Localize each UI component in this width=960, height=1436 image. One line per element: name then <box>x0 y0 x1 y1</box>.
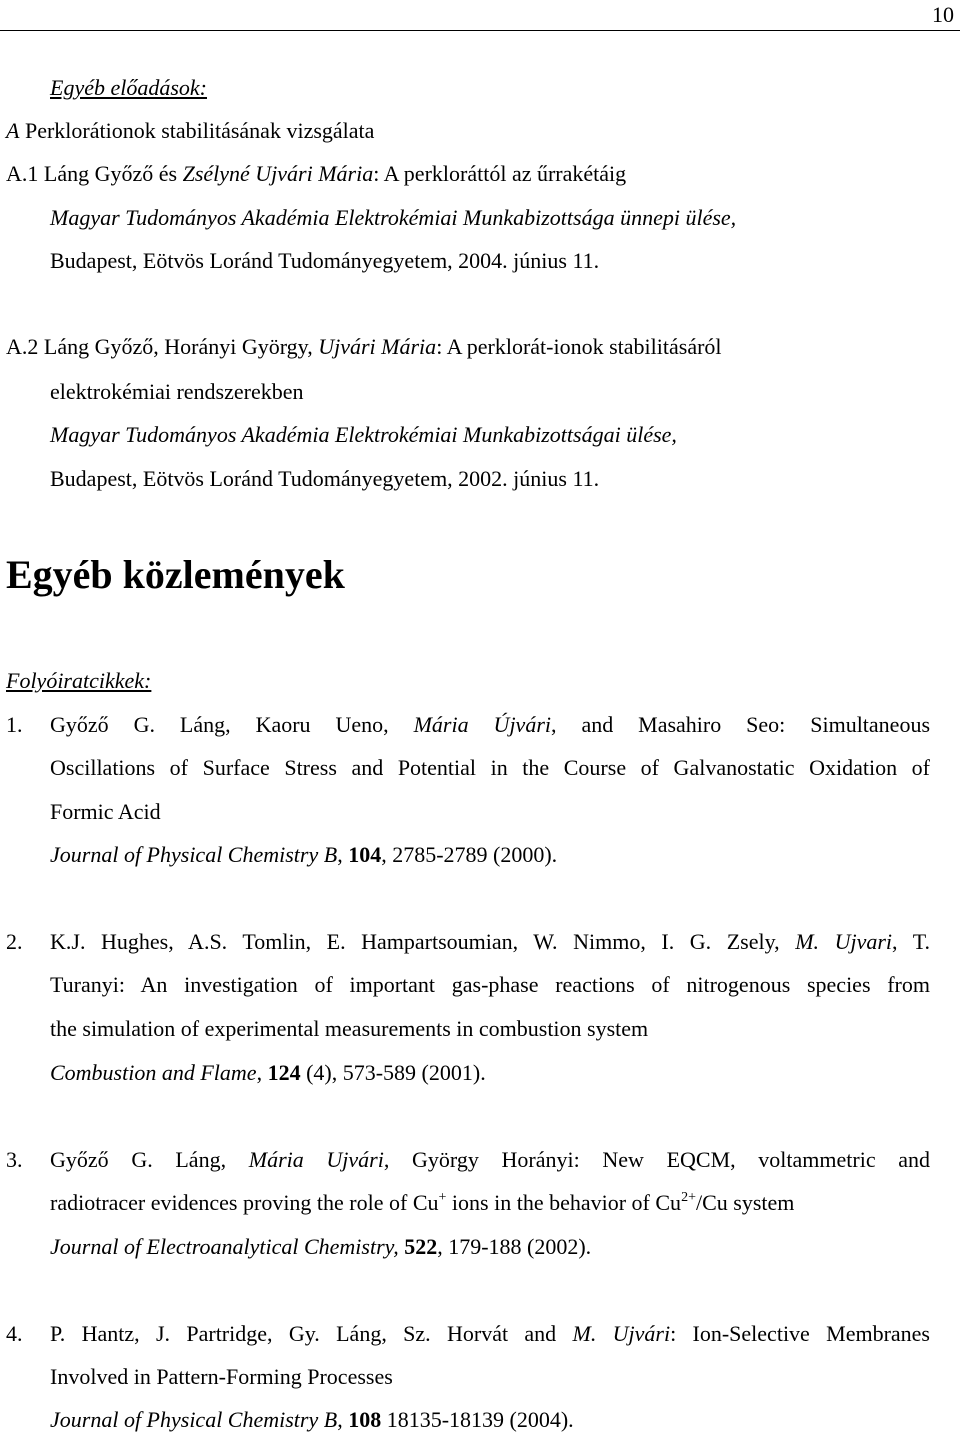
publication-number: 2. <box>6 929 23 954</box>
title-start: , and Masahiro Seo: Simultaneous <box>551 712 931 737</box>
journal-pages: 18135-18139 (2004). <box>381 1407 574 1432</box>
journal-name: Journal of Physical Chemistry B <box>50 1407 338 1432</box>
publication-line: Oscillations of Surface Stress and Potential in the Course of Galvanostatic Oxidation of <box>50 755 930 780</box>
journal-volume: 104 <box>348 842 382 867</box>
publication-number: 1. <box>6 712 23 737</box>
publication-number: 4. <box>6 1321 23 1346</box>
authors: Győző G. Láng, Kaoru Ueno, <box>50 712 389 737</box>
publication-line: Formic Acid <box>50 799 161 824</box>
talk-place: Budapest, Eötvös Loránd Tudományegyetem, 2004. június 11. <box>50 248 600 273</box>
page-number: 10 <box>932 2 954 27</box>
talk-label: A.1 <box>6 161 39 186</box>
authors: K.J. Hughes, A.S. Tomlin, E. Hampartsoumian, W. Nimmo, I. G. Zsely, <box>50 929 780 954</box>
publication-citation: Journal of Physical Chemistry B, 108 18135-18139 (2004). <box>50 1407 574 1432</box>
section-heading: Egyéb közlemények <box>6 552 345 597</box>
publication-line <box>50 1190 930 1216</box>
publication-number: 3. <box>6 1147 23 1172</box>
publication-citation: Journal of Physical Chemistry B, 104, 2785-2789 (2000). <box>50 842 558 867</box>
title-part: /Cu system <box>695 1190 795 1215</box>
title-start: , György Horányi: New EQCM, voltammetric and <box>383 1147 931 1172</box>
journal-pages: , 179-188 (2002). <box>437 1234 592 1259</box>
talk-line <box>6 161 930 187</box>
talk-line <box>6 334 930 360</box>
title-part: ions in the behavior of Cu <box>446 1190 682 1215</box>
talk-title: : A perkloráttól az űrrakétáig <box>373 161 627 186</box>
subheading-prefix: A <box>6 118 20 143</box>
publication-line <box>50 1147 930 1173</box>
publication-line <box>50 1321 930 1347</box>
journal-name: Journal of Physical Chemistry B <box>50 842 338 867</box>
author-italic: Mária Ujvári <box>248 1147 384 1172</box>
talk-venue: Magyar Tudományos Akadémia Elektrokémiai Munkabizottsága ünnepi ülése, <box>50 205 737 230</box>
journal-name: Combustion and Flame <box>50 1060 257 1085</box>
publication-citation <box>50 1234 930 1260</box>
publication-line: Turanyi: An investigation of important gas-phase reactions of nitrogenous species from <box>50 972 930 997</box>
talk-title-line2: elektrokémiai rendszerekben <box>50 379 304 404</box>
publication-line <box>50 712 930 738</box>
superscript: + <box>438 1190 447 1205</box>
journal-pages: , 2785-2789 (2000). <box>381 842 558 867</box>
publication-line: the simulation of experimental measurements in combustion system <box>50 1016 649 1041</box>
journal-pages: (4), 573-589 (2001). <box>300 1060 486 1085</box>
header-divider <box>0 30 960 31</box>
publication-line <box>50 929 930 955</box>
title-part: radiotracer evidences proving the role of Cu <box>50 1190 439 1215</box>
subheading-title: Perklorátionok stabilitásának vizsgálata <box>24 118 375 143</box>
talk-place: Budapest, Eötvös Loránd Tudományegyetem, 2002. június 11. <box>50 466 600 491</box>
author-italic: Mária Újvári <box>413 712 551 737</box>
talk-authors-italic: Zsélyné Ujvári Mária <box>182 161 374 186</box>
authors: P. Hantz, J. Partridge, Gy. Láng, Sz. Horvát and <box>50 1321 557 1346</box>
talks-subheading <box>6 118 930 144</box>
title-start: : Ion-Selective Membranes <box>670 1321 930 1346</box>
other-talks-heading: Egyéb előadások: <box>50 75 207 100</box>
journal-name: Journal of Electroanalytical Chemistry, <box>50 1234 399 1259</box>
journal-articles-heading: Folyóiratcikkek: <box>6 668 152 693</box>
talk-label: A.2 <box>6 334 39 359</box>
journal-volume: 124 <box>267 1060 301 1085</box>
authors-end: , T. <box>892 929 931 954</box>
superscript: 2+ <box>681 1190 696 1205</box>
page-header <box>0 0 960 30</box>
talk-title: : A perklorát-ionok stabilitásáról <box>436 334 722 359</box>
publication-citation: Combustion and Flame, 124 (4), 573-589 (2001). <box>50 1060 486 1085</box>
authors: Győző G. Láng, <box>50 1147 227 1172</box>
talk-authors-italic: Ujvári Mária <box>318 334 437 359</box>
publication-line: Involved in Pattern-Forming Processes <box>50 1364 393 1389</box>
talk-venue: Magyar Tudományos Akadémia Elektrokémiai Munkabizottságai ülése, <box>50 422 677 447</box>
journal-volume: 522 <box>404 1234 438 1259</box>
author-italic: M. Ujvári <box>572 1321 671 1346</box>
journal-volume: 108 <box>348 1407 382 1432</box>
talk-authors: Láng Győző és <box>43 161 178 186</box>
author-italic: M. Ujvari <box>795 929 893 954</box>
talk-authors: Láng Győző, Horányi György, <box>43 334 313 359</box>
